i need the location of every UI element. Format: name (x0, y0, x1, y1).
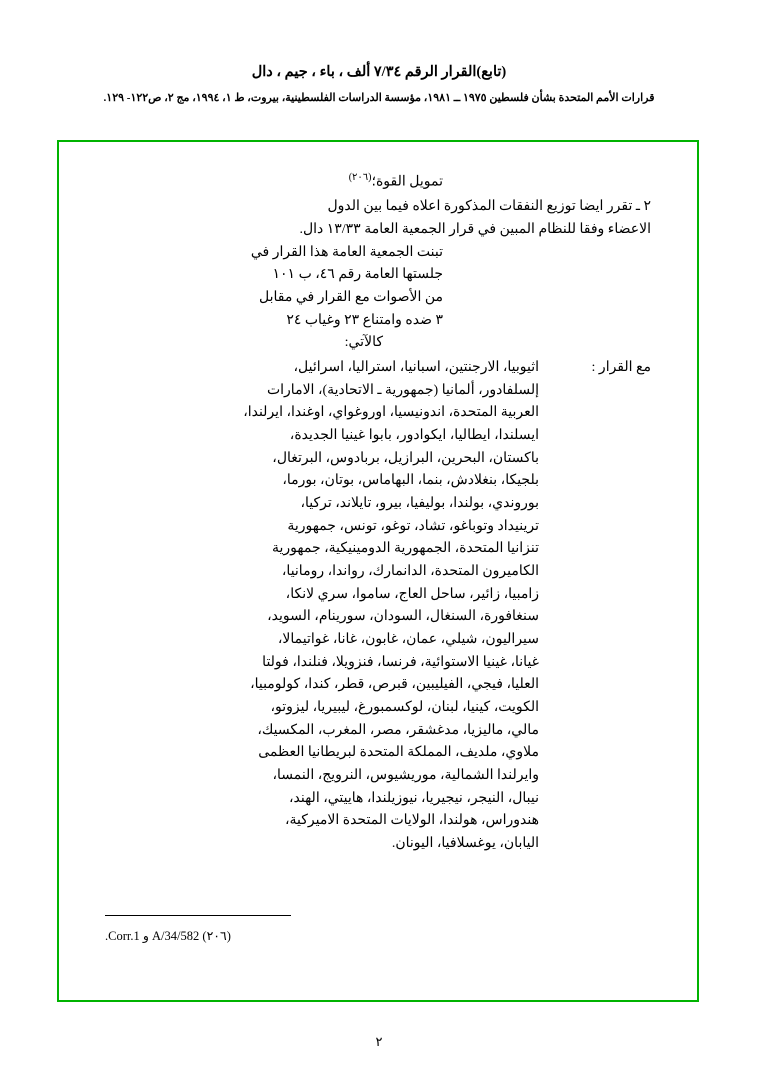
footnote-marker: (٢٠٦) (348, 172, 372, 183)
vote-block (105, 242, 651, 333)
funding-heading-text: تمويل القوة؛ (371, 174, 443, 190)
country-line: العربية المتحدة، اندونيسيا، اوروغواي، اوغندا، ايرلندا، (243, 405, 539, 421)
page-number: ٢ (375, 1034, 383, 1049)
countries-label: مع القرار : (591, 360, 651, 376)
page-header (0, 62, 758, 107)
country-line: زامبيا، زائير، ساحل العاج، ساموا، سري لانكا، (285, 586, 539, 602)
country-line: الكويت، كينيا، لبنان، لوكسمبورغ، ليبيريا، ليزوتو، (270, 700, 539, 716)
paragraph-2-line-2: الاعضاء وفقا للنظام المبين في قرار الجمعية العامة ١٣/٣٣ دال. (299, 222, 651, 237)
country-line: العليا، فيجي، الفيليبين، قبرص، قطر، كندا، كولومبيا، (250, 677, 539, 693)
countries-list (105, 357, 539, 856)
country-line: ترينيداد وتوباغو، تشاد، توغو، تونس، جمهورية (287, 518, 539, 534)
country-line: سنغافورة، السنغال، السودان، سورينام، السويد، (267, 609, 539, 625)
country-line: اليابان، يوغسلافيا، اليونان. (391, 836, 539, 852)
as-follows-label: كالآتي: (344, 335, 383, 351)
vote-line-3: من الأصوات مع القرار في مقابل (259, 290, 443, 306)
header-source: قرارات الأمم المتحدة بشأن فلسطين ١٩٧٥ ــ ١٩٨١، مؤسسة الدراسات الفلسطينية، بيروت، ط ١، ١٩٩٤، مج ٢، ص١٢٢- ١٢٩. (103, 92, 655, 105)
country-line: ايسلندا، ايطاليا، ايكوادور، بابوا غينيا الجديدة، (289, 428, 539, 444)
country-line: هندوراس، هولندا، الولايات المتحدة الاميركية، (285, 813, 539, 829)
country-line: نيبال، النيجر، نيجيريا، نيوزيلندا، هاييتي، الهند، (289, 790, 539, 806)
document-body (105, 170, 651, 856)
content-frame (57, 140, 699, 1002)
content-frame-inner (59, 142, 697, 1000)
country-line: سيراليون، شيلي، عمان، غابون، غانا، غواتيمالا، (277, 632, 539, 648)
country-line: باكستان، البحرين، البرازيل، بربادوس، البرتغال، (272, 450, 539, 466)
paragraph-2 (105, 196, 651, 241)
country-line: اثيوبيا، الارجنتين، اسبانيا، استراليا، اسرائيل، (293, 360, 539, 376)
paragraph-2-line-1: ٢ ـ تقرر ايضا توزيع النفقات المذكورة اعلاه فيما بين الدول (327, 199, 651, 215)
countries-section (105, 357, 651, 856)
country-line: الكاميرون المتحدة، الدانمارك، رواندا، رومانيا، (281, 564, 539, 580)
vote-line-4: ٣ ضده وامتناع ٢٣ وغياب ٢٤ (286, 312, 443, 328)
vote-line-1: تبنت الجمعية العامة هذا القرار في (250, 244, 443, 260)
country-line: ملاوي، ملديف، المملكة المتحدة لبريطانيا العظمى (258, 745, 539, 761)
footnote-rule (105, 915, 291, 916)
funding-heading (105, 170, 651, 194)
country-line: غيانا، غينيا الاستوائية، فرنسا، فنزويلا، فنلندا، فولتا (262, 654, 539, 670)
header-title: (تابع)القرار الرقم ٧/٣٤ ألف ، باء ، جيم ، دال (251, 64, 507, 80)
vote-line-2: جلستها العامة رقم ٤٦، ب ١٠١ (272, 267, 443, 283)
country-line: وايرلندا الشمالية، موريشيوس، النرويج، النمسا، (272, 768, 539, 784)
country-line: بلجيكا، بنغلادش، بنما، البهاماس، بوتان، بورما، (282, 473, 539, 489)
country-line: مالي، ماليزيا، مدغشقر، مصر، المغرب، المكسيك، (257, 722, 539, 738)
footnote-text: (٢٠٦) A/34/582 و Corr.1. (105, 929, 231, 943)
country-line: بوروندي، بولندا، بوليفيا، بيرو، تايلاند، تركيا، (300, 496, 539, 512)
country-line: إلسلفادور، ألمانيا (جمهورية ـ الاتحادية)، الامارات (266, 382, 539, 398)
country-line: تنزانيا المتحدة، الجمهورية الدومينيكية، جمهورية (272, 541, 539, 557)
